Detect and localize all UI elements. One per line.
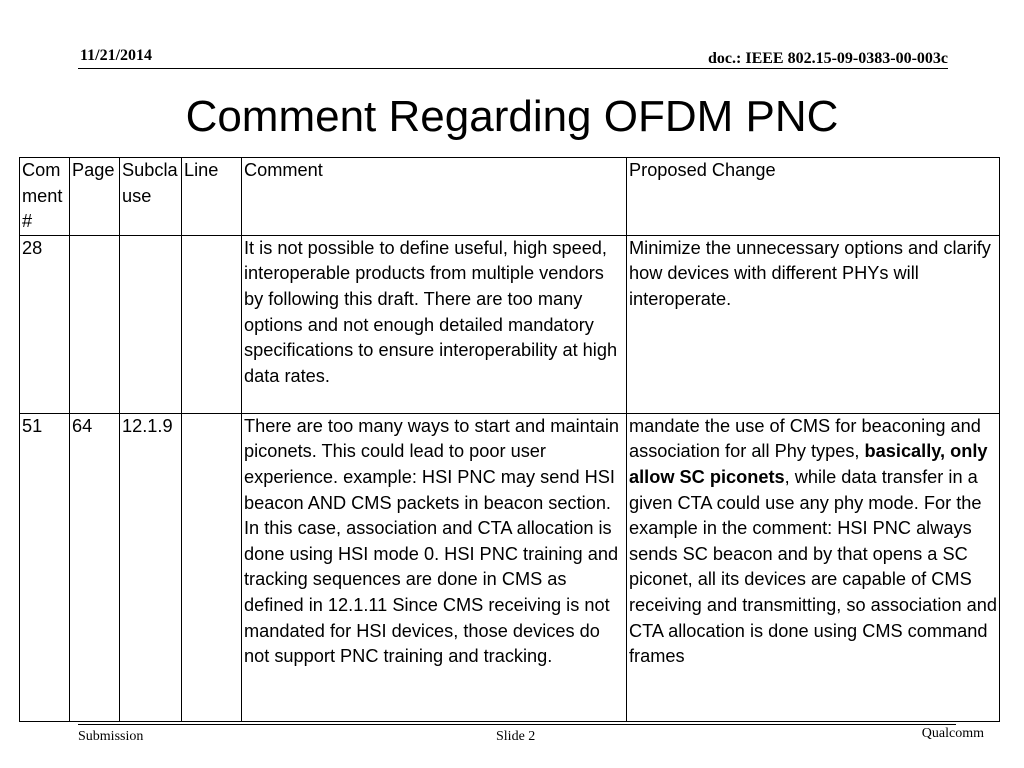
- col-header-proposed-change: Proposed Change: [627, 158, 1000, 236]
- footer-divider: [78, 724, 956, 725]
- table-header-row: [20, 158, 1000, 236]
- cell-proposed-change: Minimize the unnecessary options and clarify how devices with different PHYs will interoperate.: [627, 235, 1000, 413]
- col-header-page: Page: [70, 158, 120, 236]
- change-text-post: , while data transfer in a given CTA could use any phy mode. For the example in the comment: HSI PNC always sends SC beacon and by that opens a SC piconet, all its devices are capable of CMS receiving and transmitting, so association and CTA allocation is done using CMS command frames: [629, 466, 997, 667]
- col-header-comment: Comment: [242, 158, 627, 236]
- cell-line: [182, 235, 242, 413]
- cell-subclause: 12.1.9: [120, 413, 182, 721]
- table-row: [20, 413, 1000, 721]
- cell-comment-no: 28: [20, 235, 70, 413]
- cell-proposed-change: [627, 413, 1000, 721]
- change-text-bold: basically, only allow SC piconets: [629, 441, 988, 487]
- cell-line: [182, 413, 242, 721]
- col-header-line: Line: [182, 158, 242, 236]
- col-header-subclause: Subclause: [120, 158, 182, 236]
- cell-comment: It is not possible to define useful, high speed, interoperable products from multiple vendors by following this draft. There are too many options and not enough detailed mandatory specifications to ensure interoperability at high data rates.: [242, 235, 627, 413]
- col-header-comment-no: Comment #: [20, 158, 70, 236]
- cell-comment: There are too many ways to start and maintain piconets. This could lead to poor user experience. example: HSI PNC may send HSI beacon AND CMS packets in beacon section. In this case, association and CTA allocation is done using HSI mode 0. HSI PNC training and tracking sequences are done in CMS as defined in 12.1.11 Since CMS receiving is not mandated for HSI devices, those devices do not support PNC training and tracking.: [242, 413, 627, 721]
- cell-page: [70, 235, 120, 413]
- footer-submission: Submission: [78, 729, 144, 744]
- footer-company: Qualcomm: [921, 726, 984, 741]
- cell-comment-no: 51: [20, 413, 70, 721]
- table-row: [20, 235, 1000, 413]
- header-doc-id: doc.: IEEE 802.15-09-0383-00-003c: [708, 50, 948, 67]
- header-divider: [78, 68, 948, 69]
- slide-title: Comment Regarding OFDM PNC: [185, 92, 839, 141]
- comment-table: [19, 157, 1000, 722]
- header-date: 11/21/2014: [80, 47, 153, 64]
- footer-slide-number: Slide 2: [496, 729, 536, 744]
- change-text-pre: mandate the use of CMS for beaconing and association for all Phy types,: [629, 415, 981, 462]
- cell-page: 64: [70, 413, 120, 721]
- cell-subclause: [120, 235, 182, 413]
